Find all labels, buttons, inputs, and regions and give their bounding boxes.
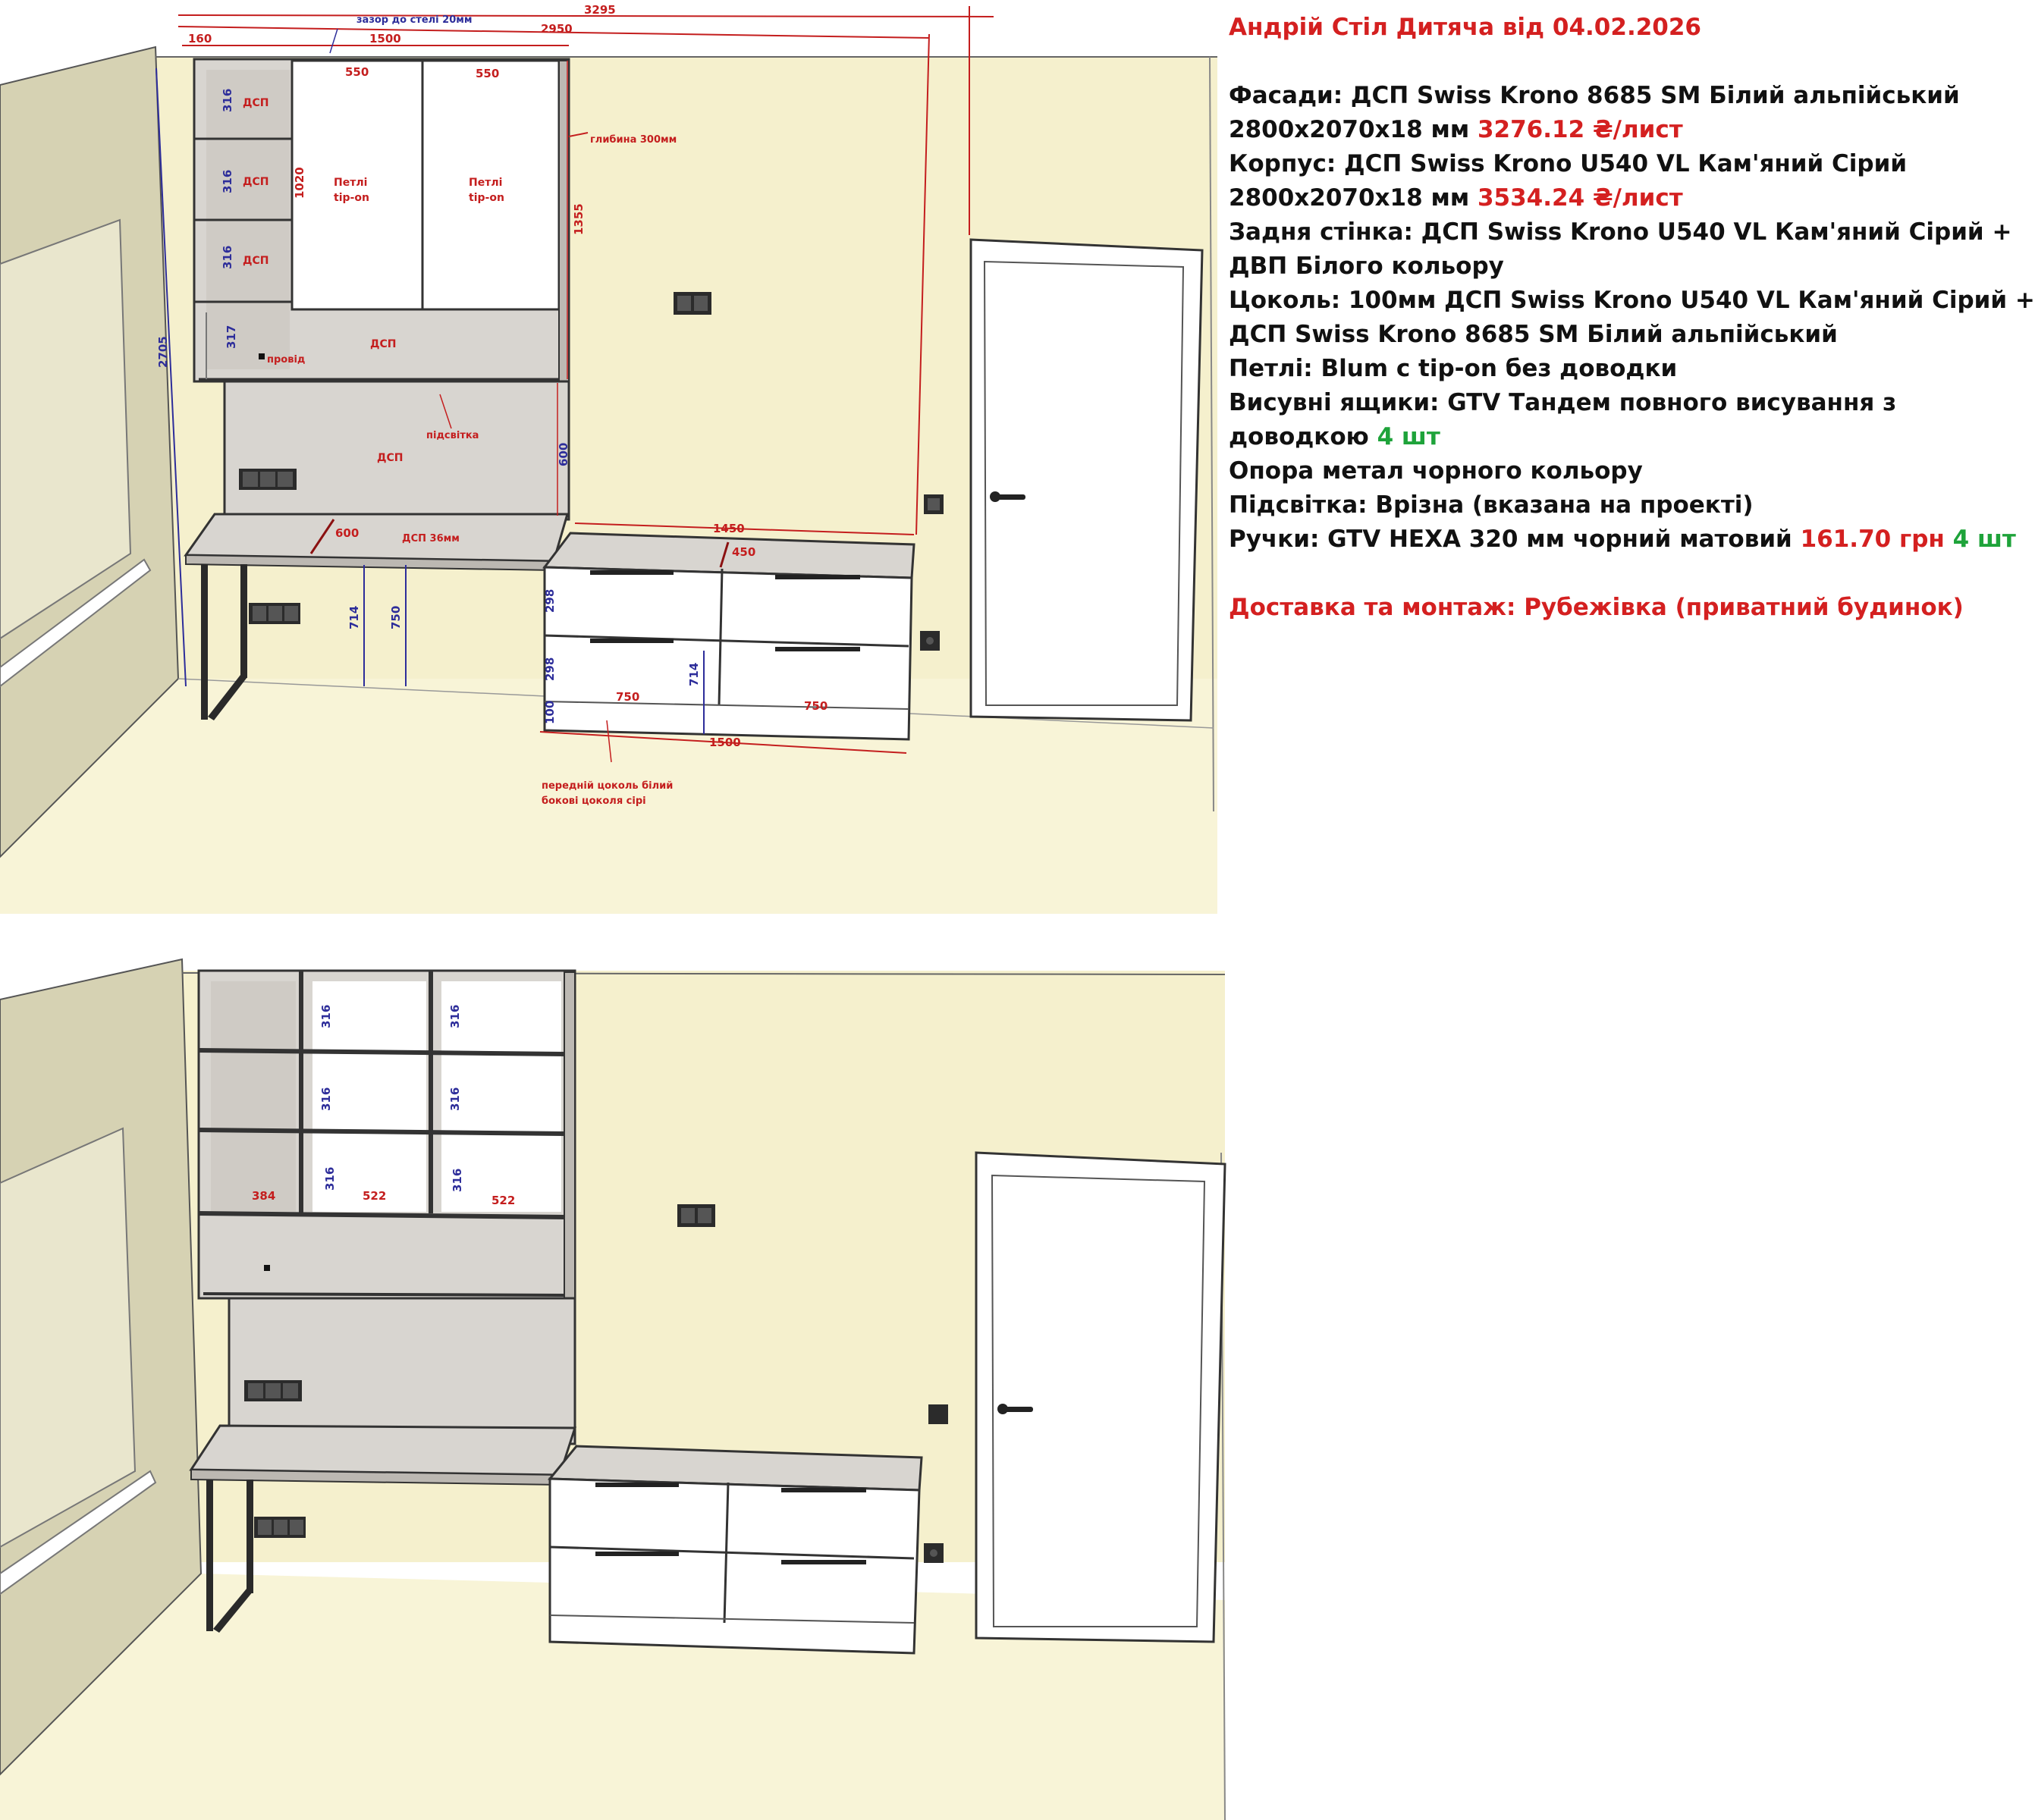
- spec-delivery: Доставка та монтаж: Рубежівка (приватний будинок): [1229, 594, 1964, 621]
- back-panel: [225, 381, 569, 519]
- dim-right-3: 316: [451, 1168, 464, 1192]
- dim-left-offset: 160: [188, 32, 212, 46]
- dim-desk-height-2: 750: [389, 605, 403, 629]
- drawer-chest-bottom: [550, 1446, 922, 1653]
- dim-col-mid: 522: [363, 1189, 387, 1203]
- socket-wall-low: [920, 631, 940, 651]
- desk-top: [186, 514, 567, 561]
- spec-panel: [1229, 11, 2035, 625]
- dim-overall: 3295: [584, 3, 616, 17]
- spec-segment: Корпус: ДСП Swiss Krono U540 VL Кам'яний Сірий: [1229, 150, 1908, 177]
- label-hinge-right-2: tip-on: [469, 192, 504, 204]
- spec-line: [1229, 79, 1964, 113]
- socket-wall-right-bottom: [928, 1404, 948, 1424]
- dim-chest-inner-height: 714: [687, 662, 701, 686]
- spec-segment: Підсвітка: Врізна (вказана на проекті): [1229, 491, 1754, 519]
- dim-desk-height-1: 714: [347, 605, 361, 629]
- spec-segment: ДВП Білого кольору: [1229, 253, 1504, 280]
- dim-shelf-1: 316: [221, 88, 234, 112]
- spec-segment: Задня стінка: ДСП Swiss Krono U540 VL Кам'яний Сірий +: [1229, 218, 2012, 246]
- dim-panel-height: 600: [557, 442, 570, 466]
- label-dsp-1: ДСП: [243, 97, 269, 109]
- wire-hole: [259, 353, 265, 359]
- spec-line: [1229, 454, 1964, 488]
- socket-panel-under-desk: [249, 603, 300, 624]
- socket-panel-under-desk-bottom: [254, 1517, 306, 1538]
- spec-segment: Цоколь: 100мм ДСП Swiss Krono U540 VL Кам'яний Сірий +: [1229, 287, 2035, 314]
- spec-line: [1229, 284, 2035, 318]
- dim-room-height: 2705: [156, 336, 170, 368]
- spec-title: Андрій Стіл Дитяча від 04.02.2026: [1229, 14, 1701, 41]
- dim-to-door: 2950: [541, 22, 573, 36]
- label-hinge-right-1: Петлі: [469, 177, 503, 189]
- dim-mid-2: 316: [319, 1087, 333, 1111]
- door-bottom: [976, 1153, 1225, 1642]
- spec-segment: 4 шт: [1377, 423, 1440, 450]
- socket-panel-back-bottom: [244, 1380, 302, 1401]
- bottom-rendering: [0, 959, 1225, 1820]
- spec-lines: [1229, 79, 2035, 557]
- socket-wall-upper: [674, 292, 711, 315]
- spec-segment: 2800x2070x18 мм: [1229, 116, 1478, 143]
- socket-wall-low-bottom: [924, 1543, 944, 1563]
- spec-line: [1229, 147, 1964, 181]
- dim-upper-height: 1355: [572, 203, 586, 235]
- drawer-chest: [545, 533, 914, 739]
- spec-line: [1229, 522, 2016, 557]
- spec-line: [1229, 113, 1964, 147]
- label-hinge-left-1: Петлі: [334, 177, 368, 189]
- dim-plinth: 100: [543, 700, 557, 724]
- dim-chest-width-bottom: 1500: [709, 736, 741, 749]
- spec-segment: Ручки: GTV HEXA 320 мм чорний матовий: [1229, 526, 1801, 553]
- dim-shelf-2: 316: [221, 169, 234, 193]
- dim-desk-thickness: ДСП 36мм: [402, 533, 460, 544]
- spec-segment: Петлі: Blum c tip-on без доводки: [1229, 355, 1678, 382]
- spec-segment: 4 шт: [1952, 526, 2016, 553]
- dim-door-left-width: 550: [345, 65, 369, 79]
- dim-door-right-width: 550: [476, 67, 500, 80]
- dim-niche: 317: [225, 325, 238, 349]
- dim-chest-depth: 450: [732, 545, 756, 559]
- dim-col-right: 522: [491, 1194, 516, 1207]
- spec-segment: 3534.24 ₴/лист: [1477, 184, 1683, 212]
- label-dsp-3: ДСП: [243, 255, 269, 267]
- label-dsp-2: ДСП: [243, 176, 269, 188]
- dim-right-1: 316: [448, 1004, 462, 1028]
- dim-drawer-width-left: 750: [616, 690, 640, 704]
- label-dsp-4: ДСП: [370, 338, 397, 350]
- label-light: підсвітка: [426, 430, 479, 441]
- open-shelving: [199, 971, 575, 1298]
- spec-segment: доводкою: [1229, 423, 1377, 450]
- dim-drawer-2: 298: [543, 657, 557, 681]
- label-wire: провід: [267, 354, 306, 366]
- spec-segment: 161.70 грн: [1800, 526, 1953, 553]
- spec-line: [1229, 215, 2012, 249]
- door: [971, 240, 1202, 720]
- dim-mid-3: 316: [323, 1166, 337, 1191]
- dim-col-left: 384: [252, 1189, 276, 1203]
- spec-line: [1229, 420, 1964, 454]
- spec-segment: Опора метал чорного кольору: [1229, 457, 1643, 485]
- spec-segment: Висувні ящики: GTV Тандем повного висування з: [1229, 389, 1897, 416]
- spec-segment: Фасади: ДСП Swiss Krono 8685 SM Білий альпійський: [1229, 82, 1960, 109]
- back-panel-bottom: [229, 1298, 575, 1444]
- dim-drawer-width-right: 750: [804, 699, 828, 713]
- desk-top-bottom: [191, 1426, 575, 1475]
- dim-right-2: 316: [448, 1087, 462, 1111]
- spec-line: [1229, 249, 1964, 284]
- dim-mid-1: 316: [319, 1004, 333, 1028]
- socket-wall-right: [924, 494, 944, 514]
- label-dsp-5: ДСП: [377, 452, 404, 464]
- dim-desk-depth: 600: [335, 526, 360, 540]
- spec-segment: 3276.12 ₴/лист: [1477, 116, 1683, 143]
- spec-segment: 2800x2070x18 мм: [1229, 184, 1478, 212]
- dim-ceiling-gap: зазор до стелі 20мм: [356, 14, 473, 26]
- spec-segment: ДСП Swiss Krono 8685 SM Білий альпійський: [1229, 321, 1838, 348]
- spec-line: [1229, 181, 1964, 215]
- dim-shelf-3: 316: [221, 245, 234, 269]
- dim-door-height: 1020: [293, 167, 306, 199]
- socket-panel-back: [239, 469, 297, 490]
- spec-line: [1229, 488, 1964, 522]
- socket-wall-upper-bottom: [677, 1204, 715, 1227]
- top-rendering: [0, 3, 1217, 914]
- spec-line: [1229, 352, 1964, 386]
- label-plinth-note-2: бокові цоколя сірі: [542, 795, 646, 807]
- label-hinge-left-2: tip-on: [334, 192, 369, 204]
- dim-drawer-1: 298: [543, 588, 557, 613]
- spec-line: [1229, 318, 1964, 352]
- label-plinth-note-1: передній цоколь білий: [542, 780, 674, 792]
- dim-chest-width-top: 1450: [713, 522, 745, 535]
- dim-upper-width: 1500: [369, 32, 401, 46]
- spec-line: [1229, 386, 1964, 420]
- dim-depth: глибина 300мм: [590, 134, 677, 146]
